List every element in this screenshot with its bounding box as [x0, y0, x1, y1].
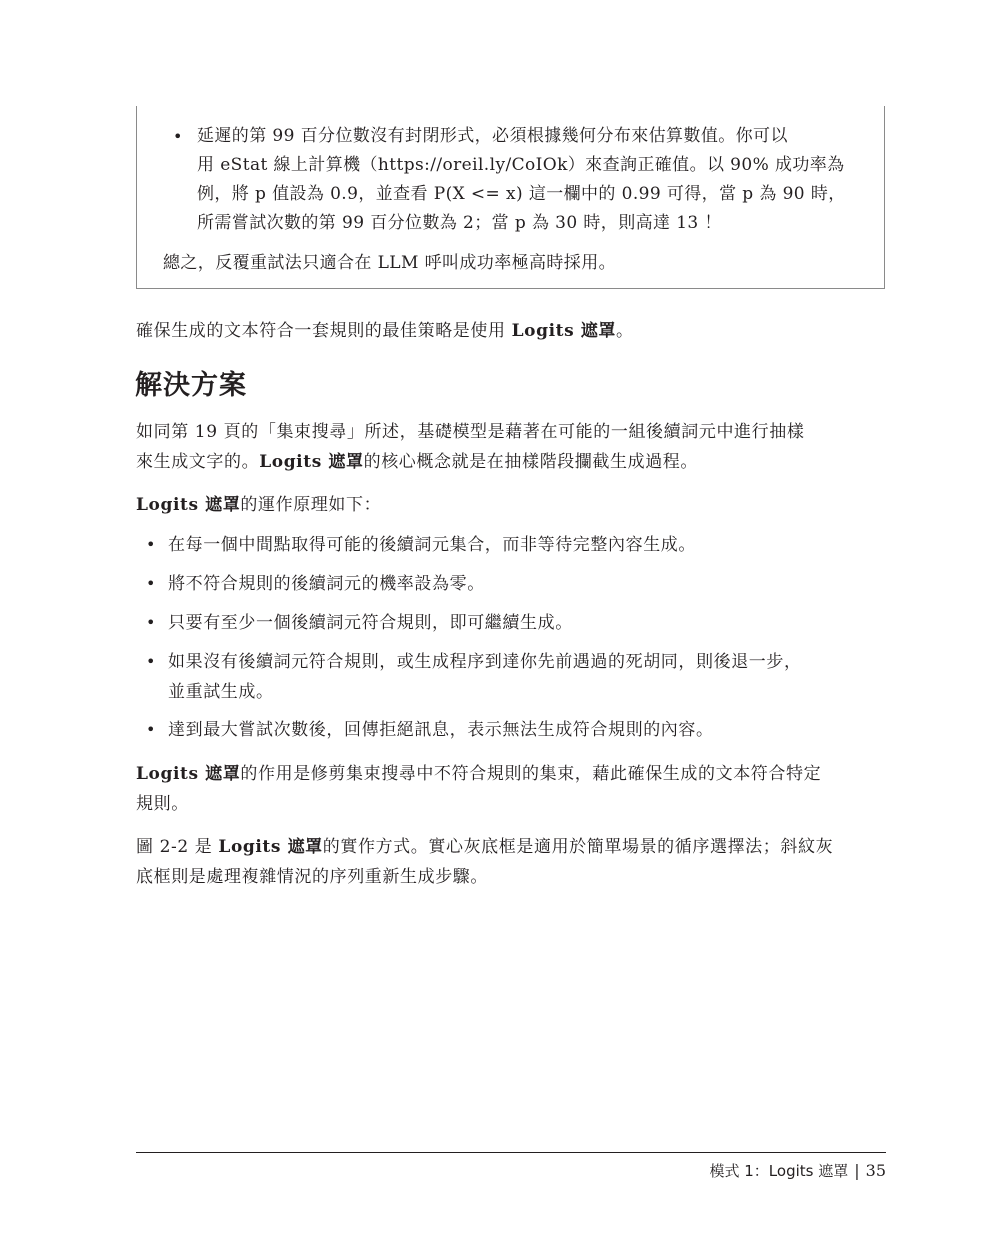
- paragraph-text: 圖 2-2 是: [136, 837, 219, 857]
- intro-text: 確保生成的文本符合一套規則的最佳策略是使用: [136, 321, 512, 341]
- term-logits-mask: Logits 遮罩: [259, 452, 364, 472]
- paragraph-text: 的實作方式。實心灰底框是適用於簡單場景的循序選擇法；斜紋灰: [322, 837, 834, 857]
- paragraph-pruning: [136, 759, 886, 819]
- term-logits-mask: Logits 遮罩: [511, 321, 616, 341]
- note-bullet-text: [197, 122, 869, 238]
- list-item-text: 並重試生成。: [168, 682, 274, 702]
- bullet-icon: •: [146, 535, 156, 554]
- term-logits-mask: Logits 遮罩: [218, 837, 323, 857]
- list-item-text: 將不符合規則的後續詞元的機率設為零。: [168, 574, 485, 594]
- paragraph-line: 底框則是處理複雜情況的序列重新生成步驟。: [136, 867, 488, 887]
- footer-separator: |: [854, 1161, 860, 1180]
- bullet-icon: •: [146, 613, 156, 632]
- note-box: [136, 106, 885, 289]
- note-bullet-line: 用 eStat 線上計算機（https://oreil.ly/CoIOk）來查詢正確值。以 90% 成功率為: [197, 155, 845, 175]
- footer-rule: [136, 1152, 886, 1153]
- note-bullet-line: 所需嘗試次數的第 99 百分位數為 2；當 p 為 30 時，則高達 13 ！: [197, 213, 722, 233]
- section-heading: 解決方案: [135, 370, 247, 401]
- bullet-icon: •: [146, 574, 156, 593]
- page-footer: [710, 1160, 887, 1182]
- term-logits-mask: Logits 遮罩: [136, 495, 241, 515]
- list-item-text: 在每一個中間點取得可能的後續詞元集合，而非等待完整內容生成。: [168, 535, 696, 555]
- note-bullet-line: 例，將 p 值設為 0.9，並查看 P(X <= x) 這一欄中的 0.99 可得，當 p 為 90 時，: [197, 184, 846, 204]
- paragraph-figure-reference: [136, 832, 886, 892]
- list-item-text: 達到最大嘗試次數後，回傳拒絕訊息，表示無法生成符合規則的內容。: [168, 720, 714, 740]
- paragraph-beam-search: [136, 417, 886, 477]
- paragraph-text: 來生成文字的。: [136, 452, 260, 472]
- intro-paragraph: [136, 316, 886, 346]
- paragraph-text: 的作用是修剪集束搜尋中不符合規則的集束，藉此確保生成的文本符合特定: [240, 764, 822, 784]
- term-logits-mask: Logits 遮罩: [136, 764, 241, 784]
- paragraph-line: 如同第 19 頁的「集束搜尋」所述，基礎模型是藉著在可能的一組後續詞元中進行抽樣: [136, 422, 805, 442]
- paragraph-text: 的運作原理如下：: [240, 495, 382, 515]
- list-item-text: 只要有至少一個後續詞元符合規則，即可繼續生成。: [168, 613, 573, 633]
- footer-chapter-title: 模式 1：Logits 遮罩: [709, 1162, 849, 1180]
- paragraph-how-it-works: [136, 490, 886, 520]
- page-number: 35: [865, 1161, 886, 1180]
- bullet-icon: •: [146, 652, 156, 671]
- paragraph-text: 的核心概念就是在抽樣階段攔截生成過程。: [363, 452, 698, 472]
- note-bullet-line: 延遲的第 99 百分位數沒有封閉形式，必須根據幾何分布來估算數值。你可以: [197, 126, 788, 146]
- bullet-icon: •: [146, 720, 156, 739]
- list-item-text: 如果沒有後續詞元符合規則，或生成程序到達你先前遇過的死胡同，則後退一步，: [168, 652, 802, 672]
- note-summary: 總之，反覆重試法只適合在 LLM 呼叫成功率極高時採用。: [163, 253, 616, 273]
- bullet-icon: •: [173, 127, 183, 146]
- intro-end: 。: [616, 321, 634, 341]
- paragraph-line: 規則。: [136, 794, 189, 814]
